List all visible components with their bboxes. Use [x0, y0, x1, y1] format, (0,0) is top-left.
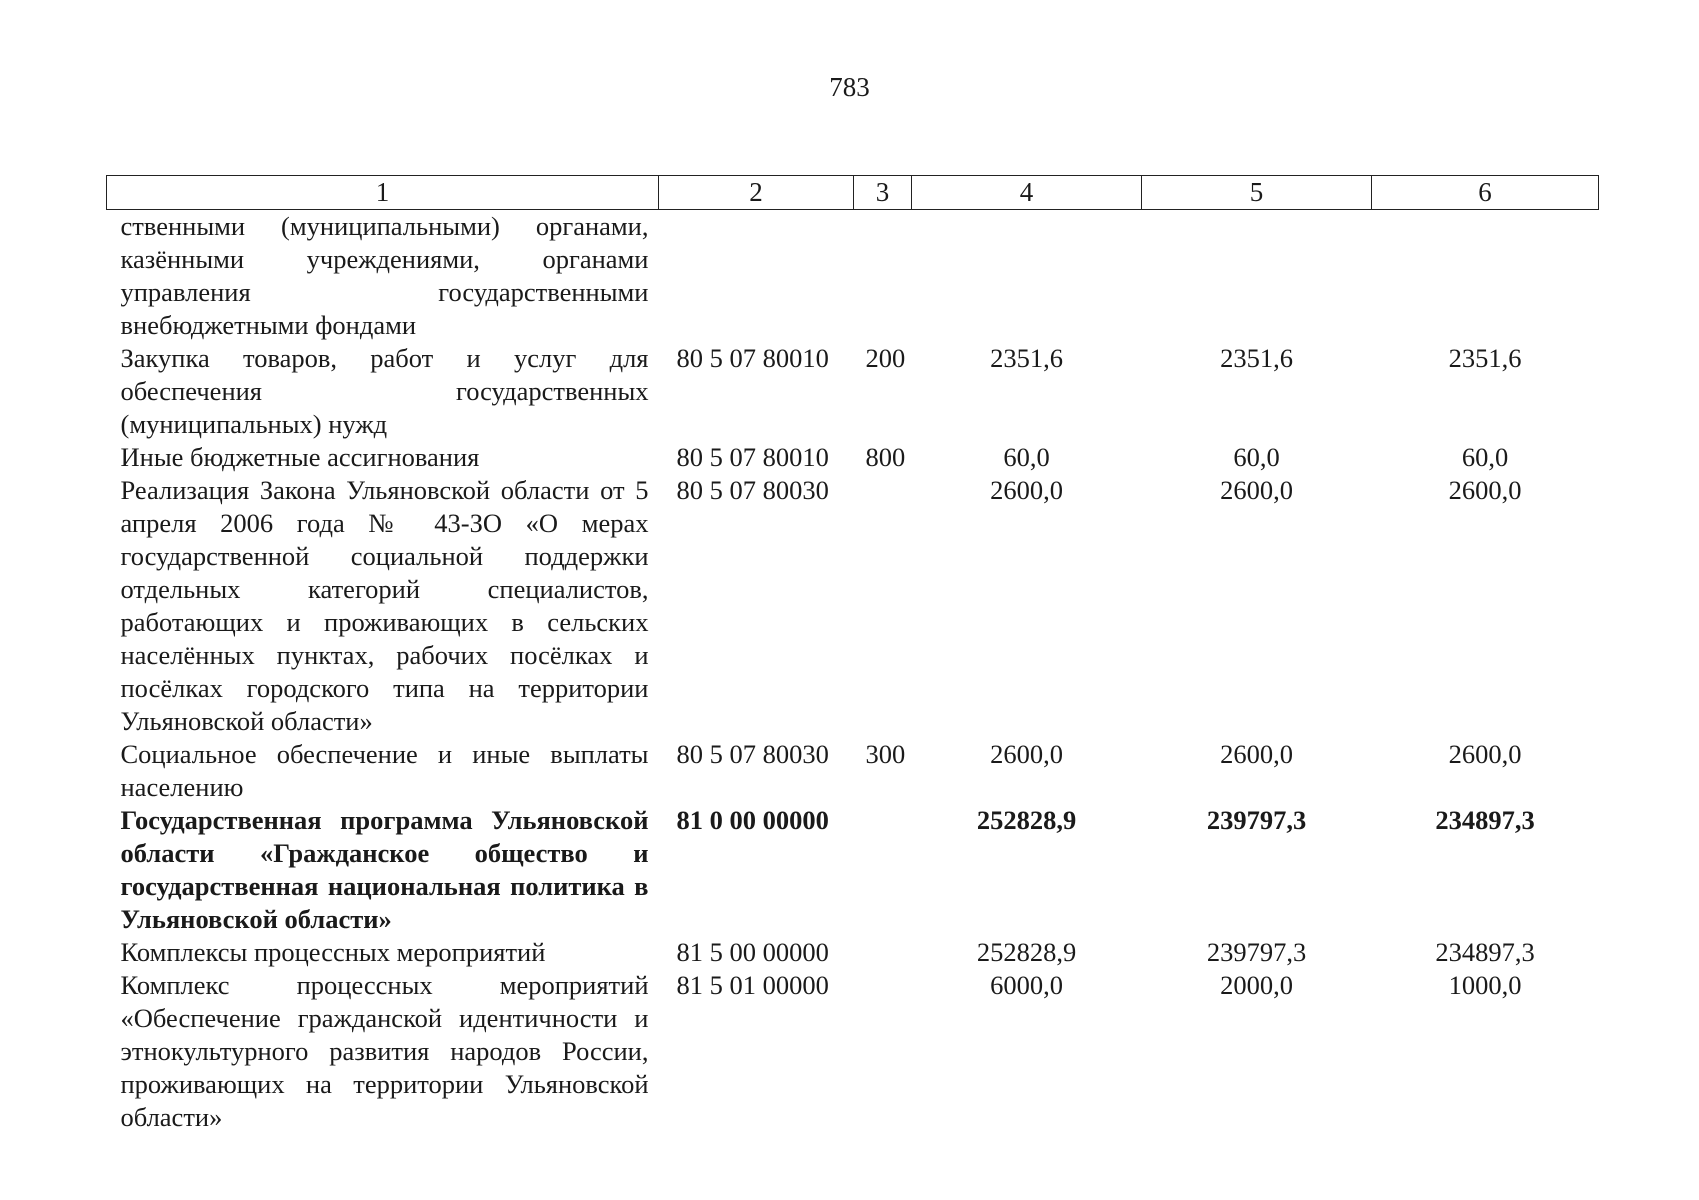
row-value-year-2: 2351,6 [1220, 343, 1293, 373]
row-code: 80 5 07 80030 [676, 739, 829, 769]
row-code: 80 5 07 80030 [676, 475, 829, 505]
row-code: 81 5 00 00000 [676, 937, 829, 967]
table-row [107, 738, 1599, 804]
header-col-6: 6 [1372, 176, 1599, 210]
budget-table-container [106, 175, 1598, 1134]
row-value-year-2: 239797,3 [1206, 937, 1307, 967]
row-code: 80 5 07 80010 [676, 442, 829, 472]
table-row [107, 804, 1599, 936]
row-value-year-3: 234897,3 [1435, 805, 1535, 835]
row-value-year-3: 2351,6 [1448, 343, 1522, 373]
row-value-year-1: 60,0 [1003, 442, 1050, 472]
table-row [107, 969, 1599, 1134]
row-expense-type: 300 [865, 739, 906, 769]
row-expense-type [854, 210, 912, 343]
row-expense-type [854, 936, 912, 969]
table-row [107, 342, 1599, 441]
row-value-year-2: 60,0 [1233, 442, 1280, 472]
row-expense-type [854, 474, 912, 738]
row-expense-type: 200 [865, 343, 906, 373]
row-code: 81 5 01 00000 [676, 970, 829, 1000]
row-expense-type: 800 [865, 442, 906, 472]
row-code: 81 0 00 00000 [676, 805, 829, 835]
row-code: 80 5 07 80010 [676, 343, 829, 373]
table-row [107, 936, 1599, 969]
header-col-3: 3 [854, 176, 912, 210]
row-value-year-3: 2600,0 [1448, 475, 1522, 505]
row-name: Закупка товаров, работ и услуг для обеспечения государственных (муниципальных) нужд [120, 343, 649, 439]
row-code [659, 210, 854, 343]
row-name: Иные бюджетные ассигнования [120, 442, 480, 472]
row-value-year-2: 2000,0 [1220, 970, 1293, 1000]
header-row [107, 176, 1599, 210]
page-number: 783 [829, 72, 870, 102]
row-name: Социальное обеспечение и иные выплаты населению [120, 739, 649, 802]
row-value-year-1: 252828,9 [976, 805, 1077, 835]
header-col-5: 5 [1142, 176, 1372, 210]
row-value-year-2: 239797,3 [1206, 805, 1307, 835]
row-name: Комплекс процессных мероприятий «Обеспечение гражданской идентичности и этнокультурного развития народов России, проживающих на территории Ульяновской области» [120, 970, 649, 1132]
row-value-year-1: 2600,0 [990, 739, 1063, 769]
row-value-year-2: 2600,0 [1220, 739, 1293, 769]
header-col-2: 2 [659, 176, 854, 210]
row-value-year-1: 2351,6 [990, 343, 1063, 373]
row-value-year-1: 6000,0 [990, 970, 1063, 1000]
row-name: Реализация Закона Ульяновской области от 5 апреля 2006 года № 43-ЗО «О мерах государственной социальной поддержки отдельных категорий специалистов, работающих и проживающих в сельских населённых пунктах, рабочих посёлках и посёлках городского типа на территории Ульяновской области» [120, 475, 649, 736]
row-value-year-1: 252828,9 [976, 937, 1077, 967]
header-col-1: 1 [107, 176, 659, 210]
table-row [107, 474, 1599, 738]
row-value-year-2 [1142, 210, 1372, 343]
budget-table [106, 175, 1599, 1134]
row-name: ственными (муниципальными) органами, казёнными учреждениями, органами управления государственными внебюджетными фондами [120, 211, 649, 340]
table-body [107, 210, 1599, 1135]
row-name: Государственная программа Ульяновской области «Гражданское общество и государственная национальная политика в Ульяновской области» [120, 805, 649, 934]
row-expense-type [854, 969, 912, 1134]
table-row [107, 210, 1599, 343]
row-name: Комплексы процессных мероприятий [120, 937, 546, 967]
row-value-year-3 [1372, 210, 1599, 343]
header-col-4: 4 [912, 176, 1142, 210]
row-value-year-3: 60,0 [1461, 442, 1509, 472]
row-value-year-1: 2600,0 [990, 475, 1063, 505]
table-row [107, 441, 1599, 474]
row-value-year-1 [912, 210, 1142, 343]
row-value-year-3: 1000,0 [1448, 970, 1522, 1000]
table-header [107, 176, 1599, 210]
row-value-year-3: 2600,0 [1448, 739, 1522, 769]
row-expense-type [854, 804, 912, 936]
row-value-year-3: 234897,3 [1435, 937, 1535, 967]
row-value-year-2: 2600,0 [1220, 475, 1293, 505]
